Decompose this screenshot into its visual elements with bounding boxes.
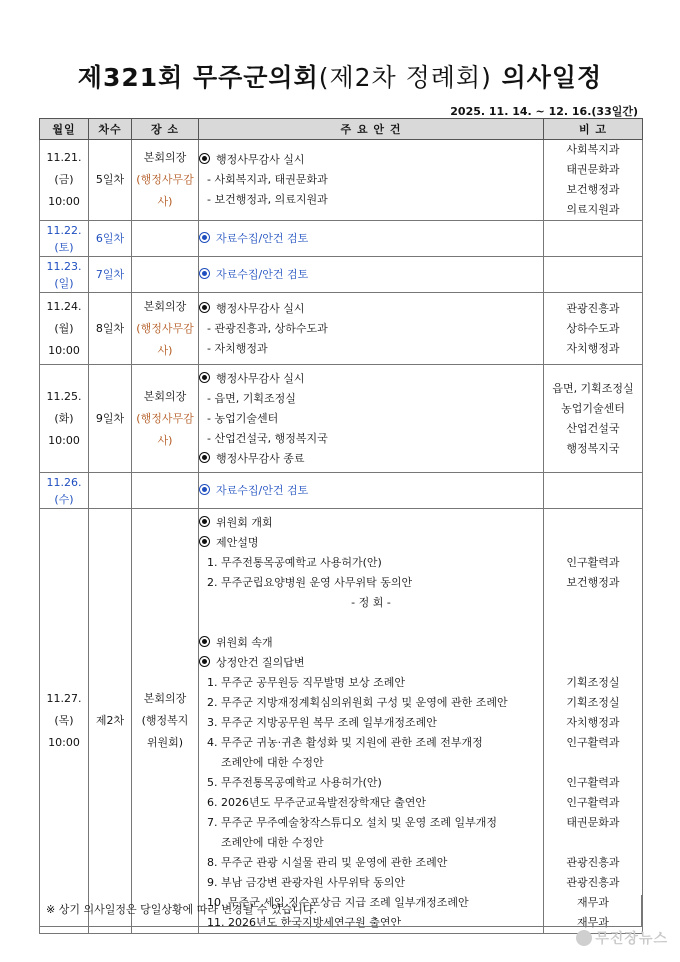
- notes-cell: [544, 221, 643, 257]
- items-cell: 행정사무감사 실시 - 읍면, 기획조정실 - 농업기술센터 - 산업건설국, 행정복지국 행정사무감사 종료: [199, 365, 544, 473]
- place-cell: [132, 257, 199, 293]
- header-place: 장 소: [132, 119, 199, 140]
- session-cell: 9일차: [89, 365, 132, 473]
- header-notes: 비 고: [544, 119, 643, 140]
- bullseye-bullet-icon: [199, 516, 210, 527]
- items-cell: 행정사무감사 실시 - 사회복지과, 태권문화과 - 보건행정과, 의료지원과: [199, 140, 544, 221]
- place-cell: [132, 221, 199, 257]
- date-cell: 11.21. (금) 10:00: [40, 140, 89, 221]
- place-cell: 본회의장 (행정사무감사): [132, 365, 199, 473]
- date-cell: 11.24. (월) 10:00: [40, 293, 89, 365]
- watermark: 무진장뉴스: [576, 928, 668, 948]
- bullseye-bullet-icon: [199, 302, 210, 313]
- bullseye-bullet-icon: [199, 268, 210, 279]
- session-cell: 제2차: [89, 509, 132, 934]
- place-cell: [132, 473, 199, 509]
- items-cell: 자료수집/안건 검토: [199, 257, 544, 293]
- header-session: 차수: [89, 119, 132, 140]
- bullseye-bullet-icon: [199, 153, 210, 164]
- place-cell: 본회의장 (행정사무감사): [132, 293, 199, 365]
- date-cell: 11.22. (토): [40, 221, 89, 257]
- agenda-table: [39, 118, 643, 934]
- session-cell: 5일차: [89, 140, 132, 221]
- title-tail: 의사일정: [501, 63, 603, 92]
- bullseye-bullet-icon: [199, 484, 210, 495]
- bullseye-bullet-icon: [199, 232, 210, 243]
- title-main: 제321회 무주군의회: [77, 63, 319, 92]
- bullseye-bullet-icon: [199, 656, 210, 667]
- table-row: [40, 509, 643, 934]
- table-row: [40, 365, 643, 473]
- footnote: ※ 상기 의사일정은 당일상황에 따라 변경될 수 있습니다.: [39, 895, 642, 927]
- notes-cell: [544, 473, 643, 509]
- items-cell: 자료수집/안건 검토: [199, 221, 544, 257]
- header-items: 주 요 안 건: [199, 119, 544, 140]
- notes-cell: 인구활력과 보건행정과 기획조정실 기획조정실 자치행정과 인구활력과 인구활력과 인구활력과 태권문화과 관광진흥과 관광진흥과 재무과 재무과: [544, 509, 643, 934]
- schedule-period: 2025. 11. 14. ~ 12. 16.(33일간): [450, 105, 638, 118]
- date-cell: 11.27. (목) 10:00: [40, 509, 89, 934]
- notes-cell: [544, 257, 643, 293]
- bullseye-bullet-icon: [199, 372, 210, 383]
- session-cell: [89, 473, 132, 509]
- items-cell: 행정사무감사 실시 - 관광진흥과, 상하수도과 - 자치행정과: [199, 293, 544, 365]
- page-title: [0, 58, 680, 94]
- bullseye-bullet-icon: [199, 636, 210, 647]
- table-row: [40, 473, 643, 509]
- bullseye-bullet-icon: [199, 536, 210, 547]
- date-cell: 11.26. (수): [40, 473, 89, 509]
- notes-cell: 사회복지과 태권문화과 보건행정과 의료지원과: [544, 140, 643, 221]
- table-row: [40, 221, 643, 257]
- title-paren: (제2차 정례회): [318, 63, 492, 92]
- session-cell: 8일차: [89, 293, 132, 365]
- items-cell: 자료수집/안건 검토: [199, 473, 544, 509]
- bullseye-bullet-icon: [199, 452, 210, 463]
- session-cell: 7일차: [89, 257, 132, 293]
- recess-label: - 정 회 -: [351, 596, 391, 609]
- date-cell: 11.25. (화) 10:00: [40, 365, 89, 473]
- place-cell: 본회의장 (행정사무감사): [132, 140, 199, 221]
- header-date: 월일: [40, 119, 89, 140]
- logo-icon: [576, 930, 592, 946]
- place-cell: 본회의장 (행정복지 위원회): [132, 509, 199, 934]
- table-row: [40, 293, 643, 365]
- notes-cell: 관광진흥과 상하수도과 자치행정과: [544, 293, 643, 365]
- date-cell: 11.23. (일): [40, 257, 89, 293]
- session-cell: 6일차: [89, 221, 132, 257]
- items-cell: 위원회 개회 제안설명 1. 무주전통목공예학교 사용허가(안) 2. 무주군립요양병원 운영 사무위탁 동의안 - 정 회 - 위원회 속개 상정안건 질의답변 1. 무주군 공무원등 직무발명 보상 조례안 2. 무주군 지방재정계획심의위원회 구성 및 운영에 관한 조례안 3. 무주군 지방공무원 복무 조례 일부개정조례안 4. 무주군 귀농·귀촌 활성화 및 지원에 관한 조례 전부개정 조례안에 대한 수정안 5. 무주전통목공예학교 사용허가(안) 6. 2026년도 무주군교육발전장학재단 출연안 7. 무주군 무주예술창작스튜디오 설치 및 운영 조례 일부개정 조례안에 대한 수정안 8. 무주군 관광 시설물 관리 및 운영에 관한 조례안 9. 부남 금강변 관광자원 사무위탁 동의안 10. 무주군 세입 징수포상금 지급 조례 일부개정조례안 11. 2026년도 한국지방세연구원 출연안: [199, 509, 544, 934]
- notes-cell: 읍면, 기획조정실 농업기술센터 산업건설국 행정복지국: [544, 365, 643, 473]
- table-row: [40, 257, 643, 293]
- table-header-row: [40, 119, 643, 140]
- table-row: [40, 140, 643, 221]
